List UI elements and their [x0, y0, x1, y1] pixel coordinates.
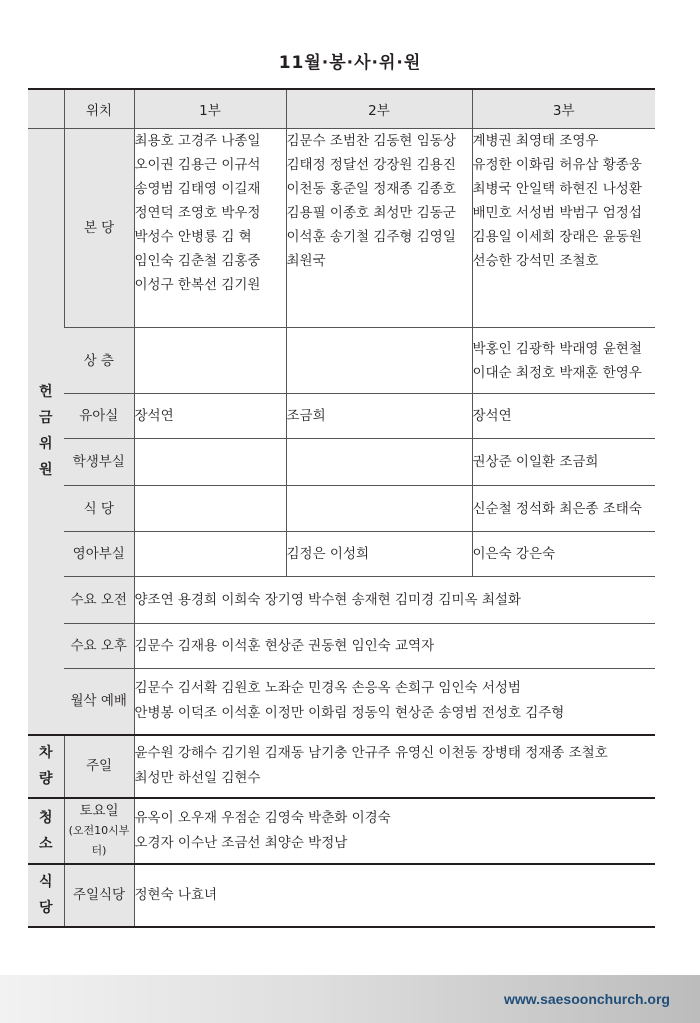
yuasil-part3: 장석연	[472, 394, 655, 439]
yuasil-part1: 장석연	[134, 394, 286, 439]
bondang-part1: 최용호 고경주 나종일 오이권 김용근 이규석 송영범 김태영 이길재 정연덕 조영호 박우정 박성수 안병룡 김 혁 임인숙 김춘철 김홍중 이성구 한복선 김기원	[134, 129, 286, 328]
page-title: 11월·봉·사·위·원	[278, 53, 422, 73]
header-corner	[28, 89, 64, 129]
table-row	[28, 129, 655, 328]
bondang-part3: 계병권 최영태 조영우 유정한 이화림 허유삼 황종웅 최병국 안일택 하현진 나성환 배민호 서성범 박범구 엄정섭 김용일 이세희 장래은 윤동원 선승한 강석민 조철호	[472, 129, 655, 328]
row-label: 주일식당	[64, 864, 134, 927]
sikdang-part2	[286, 486, 472, 532]
table-row	[28, 439, 655, 486]
group-vehicle: 차 량	[28, 735, 64, 798]
footer-bar	[0, 975, 700, 1023]
haksaeng-part3: 권상준 이일환 조금희	[472, 439, 655, 486]
table-row	[28, 486, 655, 532]
row-label: 수요 오후	[64, 624, 134, 669]
row-label: 유아실	[64, 394, 134, 439]
header-part2: 2부	[286, 89, 472, 129]
sikdang-part1	[134, 486, 286, 532]
row-label: 식 당	[64, 486, 134, 532]
haksaeng-part1	[134, 439, 286, 486]
table-row	[28, 532, 655, 577]
sikdang-part3: 신순철 정석화 최은종 조태숙	[472, 486, 655, 532]
row-label: 본 당	[64, 129, 134, 328]
youngabu-part2: 김정은 이성희	[286, 532, 472, 577]
row-label: 영아부실	[64, 532, 134, 577]
sangcheung-part2	[286, 328, 472, 394]
youngabu-part3: 이은숙 강은숙	[472, 532, 655, 577]
table-row	[28, 328, 655, 394]
header-part1: 1부	[134, 89, 286, 129]
table-row	[28, 624, 655, 669]
header-position: 위치	[64, 89, 134, 129]
table-row	[28, 394, 655, 439]
yuasil-part2: 조금희	[286, 394, 472, 439]
row-label: 수요 오전	[64, 577, 134, 624]
header-part3: 3부	[472, 89, 655, 129]
bondang-part2: 김문수 조범찬 김동현 임동상 김태정 정달선 강장원 김용진 이천동 홍준일 정재종 김종호 김용필 이종호 최성만 김동군 이석훈 송기철 김주형 김영일 최원국	[286, 129, 472, 328]
wed-am-names: 양조연 용경희 이희숙 장기영 박수현 송재현 김미경 김미옥 최설화	[134, 577, 655, 624]
group-cleaning: 청 소	[28, 798, 64, 864]
group-hungeum: 헌 금 위 원	[28, 129, 64, 735]
dining-names: 정현숙 나효녀	[134, 864, 655, 927]
table-row	[28, 864, 655, 927]
sangcheung-part3: 박홍인 김광학 박래영 윤현철 이대순 최정호 박재훈 한영우	[472, 328, 655, 394]
cleaning-names: 유옥이 오우재 우점순 김영숙 박춘화 이경숙 오경자 이수난 조금선 최양순 박정남	[134, 798, 655, 864]
vehicle-names: 윤수원 강해수 김기원 김재동 남기충 안규주 유영신 이천동 장병태 정재종 조철호 최성만 하선일 김현수	[134, 735, 655, 798]
table-row	[28, 577, 655, 624]
header-row	[28, 89, 655, 129]
sangcheung-part1	[134, 328, 286, 394]
table-row	[28, 735, 655, 798]
monthly-names: 김문수 김서확 김원호 노좌순 민경옥 손응옥 손희구 임인숙 서성범 안병봉 이덕조 이석훈 이정만 이화림 정동익 현상준 송영범 전성호 김주형	[134, 669, 655, 735]
youngabu-part1	[134, 532, 286, 577]
group-dining: 식 당	[28, 864, 64, 927]
row-label: 주일	[64, 735, 134, 798]
row-label: 토요일 (오전10시부터)	[64, 798, 134, 864]
table-row	[28, 798, 655, 864]
row-label: 학생부실	[64, 439, 134, 486]
haksaeng-part2	[286, 439, 472, 486]
table-row	[28, 669, 655, 735]
volunteer-schedule-table	[28, 88, 655, 928]
row-label: 월삭 예배	[64, 669, 134, 735]
wed-pm-names: 김문수 김재용 이석훈 현상준 권동현 임인숙 교역자	[134, 624, 655, 669]
row-label: 상 층	[64, 328, 134, 394]
website-link[interactable]: www.saesoonchurch.org	[504, 991, 670, 1007]
